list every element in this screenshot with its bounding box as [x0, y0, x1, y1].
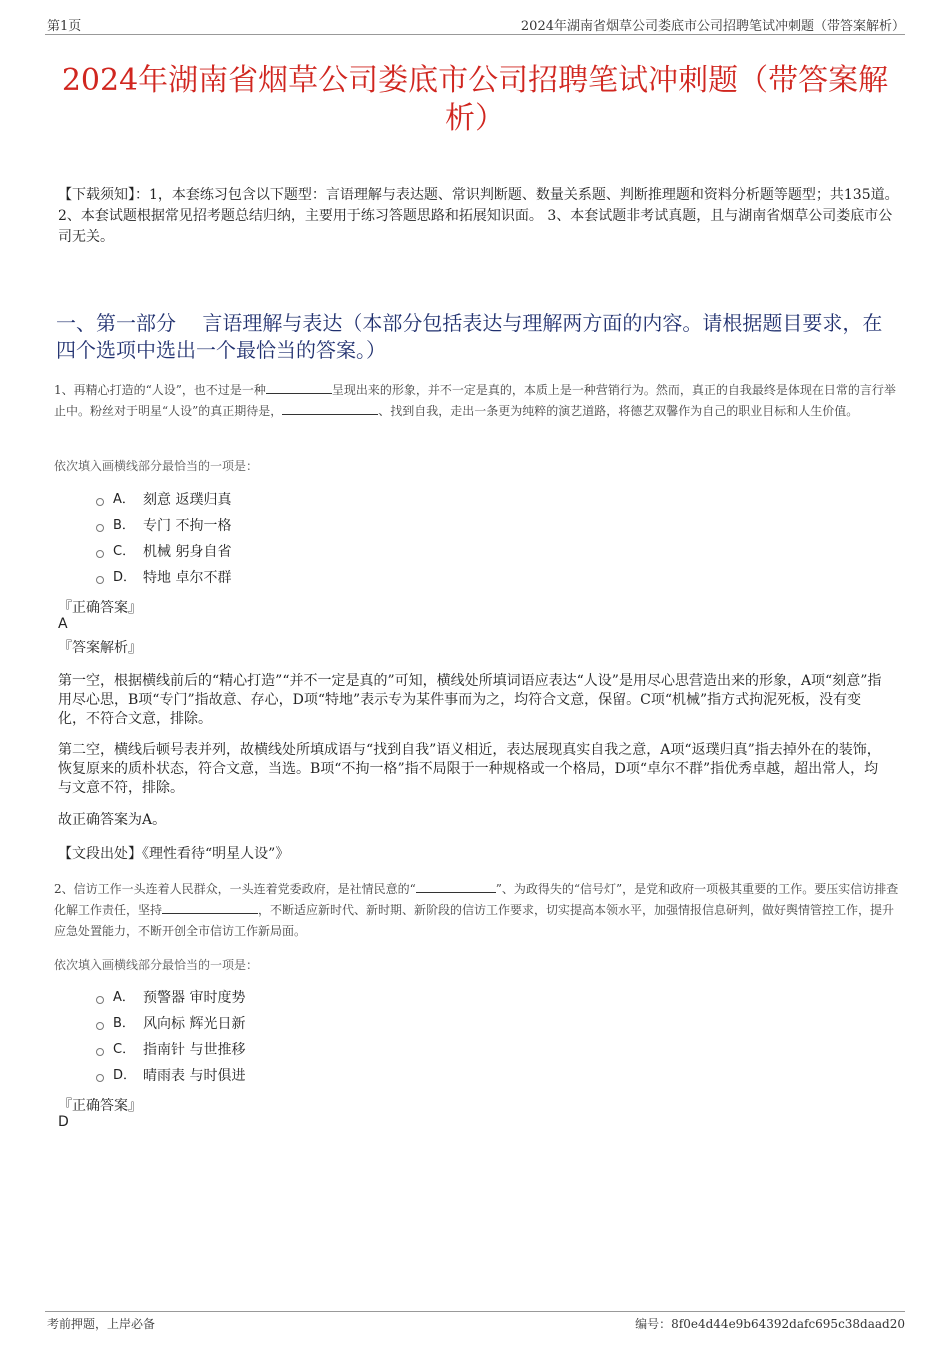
option-letter: A．	[113, 492, 135, 507]
header-doc-title: 2024年湖南省烟草公司娄底市公司招聘笔试冲刺题（带答案解析）	[520, 19, 905, 34]
question-1-option-c[interactable]	[96, 539, 231, 565]
question-1-stem-text-a: 1、再精心打造的“人设”，也不过是一种	[54, 383, 266, 397]
radio-icon[interactable]	[96, 1074, 104, 1082]
footer-slogan: 考前押题，上岸必备	[47, 1317, 156, 1331]
question-2-blank-2	[162, 901, 258, 914]
radio-icon[interactable]	[96, 1022, 104, 1030]
question-1-prompt: 依次填入画横线部分最恰当的一项是：	[54, 459, 259, 473]
download-notice: 【下载须知】：1，本套练习包含以下题型：言语理解与表达题、常识判断题、数量关系题、判断推理题和资料分析题等题型；共135道。 2、本套试题根据常见招考题总结归纳，主要用于练习答题思路和拓展知识面。 3、本套试题非考试真题，且与湖南省烟草公司娄底市公司无关。	[58, 187, 899, 245]
radio-icon[interactable]	[96, 576, 104, 584]
option-letter: C．	[113, 544, 136, 559]
question-2-option-d[interactable]	[96, 1063, 245, 1089]
question-2-option-b[interactable]	[96, 1011, 245, 1037]
page-number: 第1页	[47, 19, 82, 34]
radio-icon[interactable]	[96, 550, 104, 558]
question-2-stem-text-a: 2、信访工作一头连着人民群众，一头连着党委政府，是社情民意的“	[54, 882, 416, 896]
option-text: 晴雨表 与时俱进	[143, 1068, 246, 1084]
question-2-answer: D	[58, 1114, 69, 1130]
radio-icon[interactable]	[96, 498, 104, 506]
question-1-blank-2	[282, 402, 378, 415]
option-text: 刻意 返璞归真	[143, 492, 232, 508]
question-1-analysis-label: 『答案解析』	[58, 640, 142, 656]
option-letter: D．	[113, 1068, 137, 1083]
question-2-options	[96, 985, 245, 1089]
question-2-stem-text-c: ，不断适应新时代、新时期、新阶段的信访工作要求，切实提高本领水平，加强情报信息研判，做好舆情管控工作，提升应急处置能力，不断开创全市信访工作新局面。	[54, 903, 895, 938]
option-text: 特地 卓尔不群	[143, 570, 232, 586]
question-1-analysis-para-1: 第一空，根据横线前后的“精心打造”“并不一定是真的”可知，横线处所填词语应表达“人设”是用尽心思营造出来的形象，A项“刻意”指用尽心思，B项“专门”指故意、存心，D项“特地”表示专为某件事而为之，均符合文意，保留。C项“机械”指方式拘泥死板，没有变化，不符合文意，排除。	[58, 673, 882, 727]
option-letter: B．	[113, 1016, 135, 1031]
radio-icon[interactable]	[96, 524, 104, 532]
question-1-option-b[interactable]	[96, 513, 231, 539]
question-1-answer-label: 『正确答案』	[58, 600, 142, 616]
option-text: 指南针 与世推移	[143, 1042, 246, 1058]
header-divider	[45, 34, 905, 35]
question-1-option-d[interactable]	[96, 565, 231, 591]
option-text: 预警器 审时度势	[143, 990, 246, 1006]
question-2-stem-text-b: ”、为政得失的“信号灯”，是党和政府一项极其重要的工作。要压实信访排查化解工作责任，坚持	[54, 882, 899, 917]
question-2-blank-1	[416, 880, 496, 893]
radio-icon[interactable]	[96, 1048, 104, 1056]
footer-doc-id: 编号：8f0e4d44e9b64392dafc695c38daad20	[635, 1317, 905, 1331]
option-letter: A．	[113, 990, 135, 1005]
question-1-analysis-para-2: 第二空，横线后顿号表并列，故横线处所填成语与“找到自我”语义相近，表达展现真实自我之意，A项“返璞归真”指去掉外在的装饰，恢复原来的质朴状态，符合文意，当选。B项“不拘一格”指不局限于一种规格或一个格局，D项“卓尔不群”指优秀卓越，超出常人，均与文意不符，排除。	[58, 742, 881, 796]
section-heading: 一、第一部分 言语理解与表达（本部分包括表达与理解两方面的内容。请根据题目要求，在四个选项中选出一个最恰当的答案。）	[56, 311, 883, 362]
question-2-stem	[54, 879, 900, 942]
question-2-option-a[interactable]	[96, 985, 245, 1011]
question-2-answer-label: 『正确答案』	[58, 1098, 142, 1114]
footer-divider	[45, 1311, 905, 1312]
question-2-prompt: 依次填入画横线部分最恰当的一项是：	[54, 958, 259, 972]
question-1-source: 【文段出处】《理性看待“明星人设”》	[58, 846, 290, 862]
question-1-analysis-conclusion: 故正确答案为A。	[58, 812, 167, 828]
question-1-option-a[interactable]	[96, 487, 231, 513]
option-letter: D．	[113, 570, 137, 585]
option-text: 机械 躬身自省	[143, 544, 232, 560]
question-1-answer: A	[58, 616, 68, 632]
option-letter: C．	[113, 1042, 136, 1057]
question-1-stem	[54, 380, 900, 422]
question-1-stem-text-c: 、找到自我，走出一条更为纯粹的演艺道路，将德艺双馨作为自己的职业目标和人生价值。	[378, 404, 859, 418]
option-text: 专门 不拘一格	[143, 518, 232, 534]
question-2-option-c[interactable]	[96, 1037, 245, 1063]
radio-icon[interactable]	[96, 996, 104, 1004]
question-1-stem-text-b: 呈现出来的形象，并不一定是真的，本质上是一种营销行为。然而，真正的自我最终是体现在日常的言行举止中。粉丝对于明星“人设”的真正期待是，	[54, 383, 896, 418]
question-1-options	[96, 487, 231, 591]
option-letter: B．	[113, 518, 135, 533]
option-text: 风向标 辉光日新	[143, 1016, 246, 1032]
question-1-blank-1	[266, 381, 332, 394]
page-title: 2024年湖南省烟草公司娄底市公司招聘笔试冲刺题（带答案解析）	[61, 63, 889, 137]
